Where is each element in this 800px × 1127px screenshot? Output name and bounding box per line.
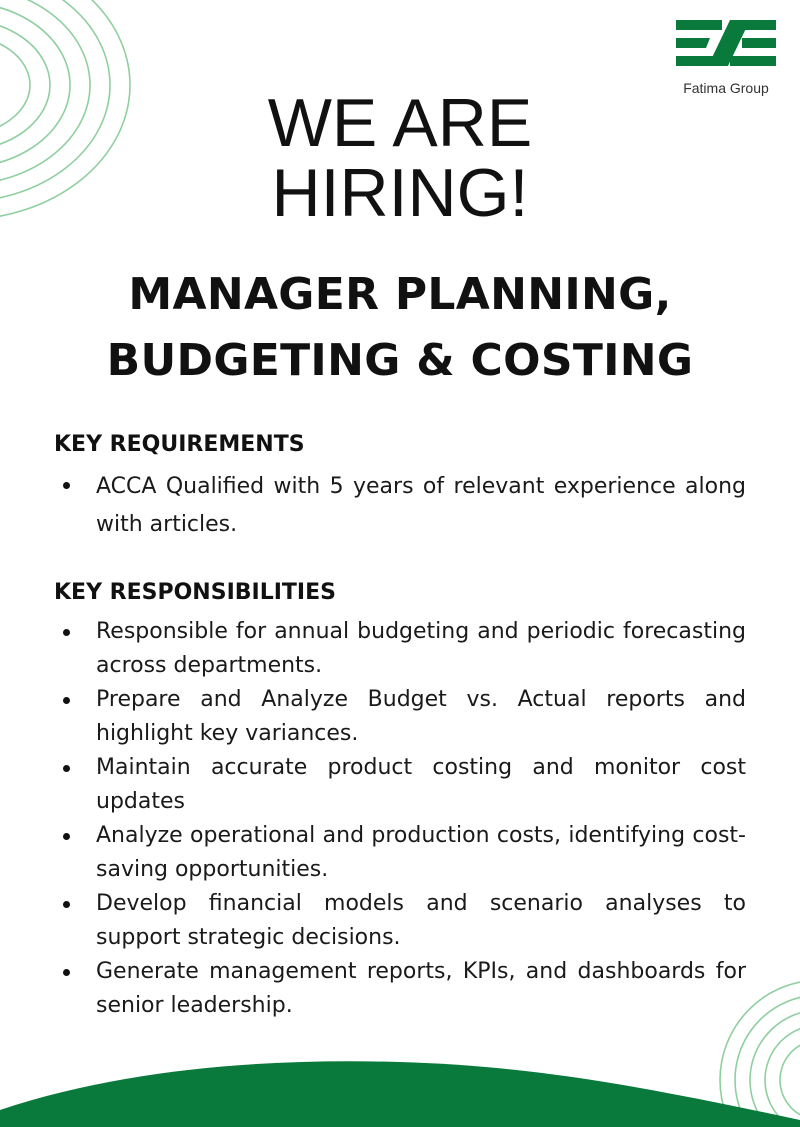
- hiring-heading-line1: WE ARE: [267, 85, 533, 161]
- fatima-group-logo: [672, 16, 780, 96]
- requirements-heading: KEY REQUIREMENTS: [54, 432, 305, 457]
- hiring-heading: [0, 85, 800, 231]
- list-item-text: Develop financial models and scenario analyses to support strategic decisions.: [96, 891, 746, 950]
- bullet-icon: [63, 629, 70, 636]
- responsibilities-heading: KEY RESPONSIBILITIES: [54, 580, 336, 605]
- responsibilities-list: [54, 615, 746, 1023]
- bullet-icon: [63, 697, 70, 704]
- bullet-icon: [63, 833, 70, 840]
- requirements-list: [54, 468, 746, 544]
- list-item: [54, 468, 746, 544]
- hiring-heading-line2: HIRING!: [271, 155, 529, 231]
- fatima-logo-mark: [672, 16, 780, 76]
- logo-caption: Fatima Group: [683, 80, 769, 96]
- job-title-line2: BUDGETING & COSTING: [106, 335, 694, 386]
- list-item-text: Responsible for annual budgeting and periodic forecasting across departments.: [96, 619, 746, 678]
- list-item: [54, 819, 746, 887]
- bullet-icon: [63, 901, 70, 908]
- list-item: [54, 683, 746, 751]
- list-item: [54, 887, 746, 955]
- green-wave-footer: [0, 1040, 800, 1127]
- job-title: [0, 262, 800, 394]
- list-item: [54, 615, 746, 683]
- bullet-icon: [63, 765, 70, 772]
- list-item: [54, 751, 746, 819]
- list-item: [54, 955, 746, 1023]
- bullet-icon: [63, 482, 70, 489]
- bullet-icon: [63, 969, 70, 976]
- list-item-text: Prepare and Analyze Budget vs. Actual reports and highlight key variances.: [96, 687, 746, 746]
- job-title-line1: MANAGER PLANNING,: [128, 269, 672, 320]
- list-item-text: Analyze operational and production costs, identifying cost-saving opportunities.: [96, 823, 746, 882]
- list-item-text: ACCA Qualified with 5 years of relevant experience along with articles.: [96, 474, 746, 537]
- list-item-text: Maintain accurate product costing and monitor cost updates: [96, 755, 746, 814]
- list-item-text: Generate management reports, KPIs, and dashboards for senior leadership.: [96, 959, 746, 1018]
